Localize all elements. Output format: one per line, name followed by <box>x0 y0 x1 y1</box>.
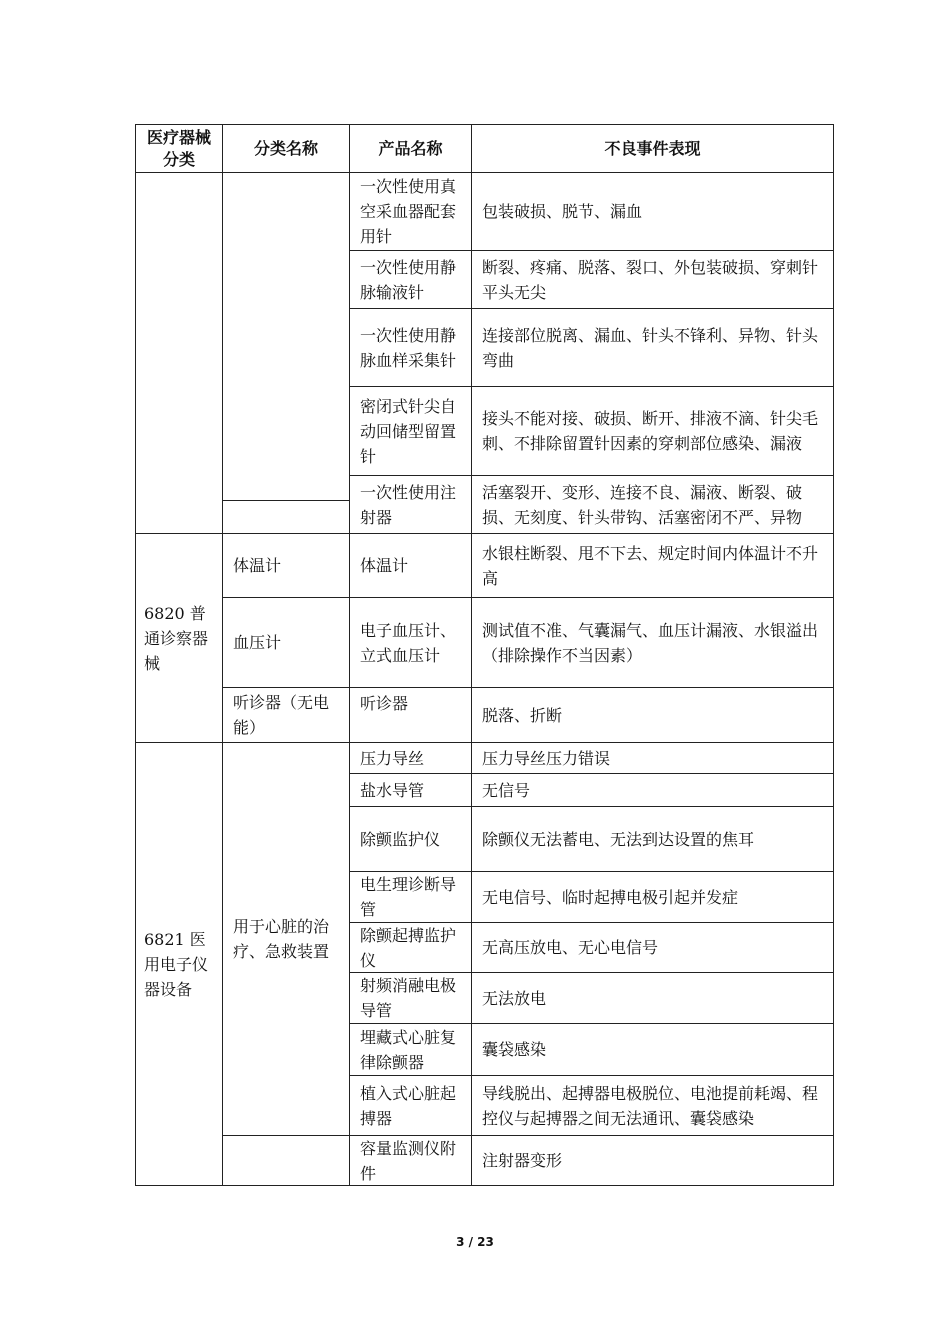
product-name: 体温计 <box>350 534 472 598</box>
adverse-events: 无电信号、临时起搏电极引起并发症 <box>472 872 834 923</box>
product-name: 压力导丝 <box>350 743 472 774</box>
adverse-events: 导线脱出、起搏器电极脱位、电池提前耗竭、程控仪与起搏器之间无法通讯、囊袋感染 <box>472 1076 834 1136</box>
adverse-events: 压力导丝压力错误 <box>472 743 834 774</box>
header-category: 医疗器械分类 <box>135 124 223 173</box>
header-adverse-events: 不良事件表现 <box>472 124 834 173</box>
product-name: 听诊器 <box>350 688 472 743</box>
adverse-events: 包装破损、脱节、漏血 <box>472 173 834 251</box>
product-name: 一次性使用真空采血器配套用针 <box>350 173 472 251</box>
class-name: 听诊器（无电能） <box>223 688 350 743</box>
product-name: 除颤起搏监护仪 <box>350 923 472 973</box>
product-name: 容量监测仪附件 <box>350 1136 472 1186</box>
product-name: 电生理诊断导管 <box>350 872 472 923</box>
class-cell-empty <box>223 501 350 534</box>
adverse-events: 水银柱断裂、甩不下去、规定时间内体温计不升高 <box>472 534 834 598</box>
class-name: 血压计 <box>223 598 350 688</box>
adverse-events: 无信号 <box>472 774 834 807</box>
adverse-events: 测试值不准、气囊漏气、血压计漏液、水银溢出（排除操作不当因素） <box>472 598 834 688</box>
product-name: 密闭式针尖自动回储型留置针 <box>350 387 472 476</box>
category-cell: 6820 普通诊察器械 <box>135 534 223 743</box>
adverse-events: 断裂、疼痛、脱落、裂口、外包装破损、穿刺针平头无尖 <box>472 251 834 309</box>
class-name: 体温计 <box>223 534 350 598</box>
class-name: 用于心脏的治疗、急救装置 <box>223 743 350 1136</box>
header-class-name: 分类名称 <box>223 124 350 173</box>
class-cell-empty <box>223 1136 350 1186</box>
category-cell: 6821 医用电子仪器设备 <box>135 743 223 1186</box>
adverse-events: 活塞裂开、变形、连接不良、漏液、断裂、破损、无刻度、针头带钩、活塞密闭不严、异物 <box>472 476 834 534</box>
class-cell-continued <box>223 173 350 501</box>
category-cell-continued <box>135 173 223 534</box>
product-name: 植入式心脏起搏器 <box>350 1076 472 1136</box>
page-number: 3 / 23 <box>456 1235 494 1249</box>
adverse-events: 脱落、折断 <box>472 688 834 743</box>
product-name: 盐水导管 <box>350 774 472 807</box>
product-name: 射频消融电极导管 <box>350 973 472 1024</box>
adverse-events: 接头不能对接、破损、断开、排液不滴、针尖毛刺、不排除留置针因素的穿刺部位感染、漏液 <box>472 387 834 476</box>
header-product-name: 产品名称 <box>350 124 472 173</box>
product-name: 除颤监护仪 <box>350 807 472 872</box>
product-name: 一次性使用注射器 <box>350 476 472 534</box>
product-name: 电子血压计、立式血压计 <box>350 598 472 688</box>
adverse-events: 除颤仪无法蓄电、无法到达设置的焦耳 <box>472 807 834 872</box>
product-name: 一次性使用静脉输液针 <box>350 251 472 309</box>
adverse-events: 连接部位脱离、漏血、针头不锋利、异物、针头弯曲 <box>472 309 834 387</box>
product-name: 一次性使用静脉血样采集针 <box>350 309 472 387</box>
adverse-events: 囊袋感染 <box>472 1024 834 1076</box>
adverse-events: 无法放电 <box>472 973 834 1024</box>
adverse-events: 注射器变形 <box>472 1136 834 1186</box>
adverse-events: 无高压放电、无心电信号 <box>472 923 834 973</box>
product-name: 埋藏式心脏复律除颤器 <box>350 1024 472 1076</box>
